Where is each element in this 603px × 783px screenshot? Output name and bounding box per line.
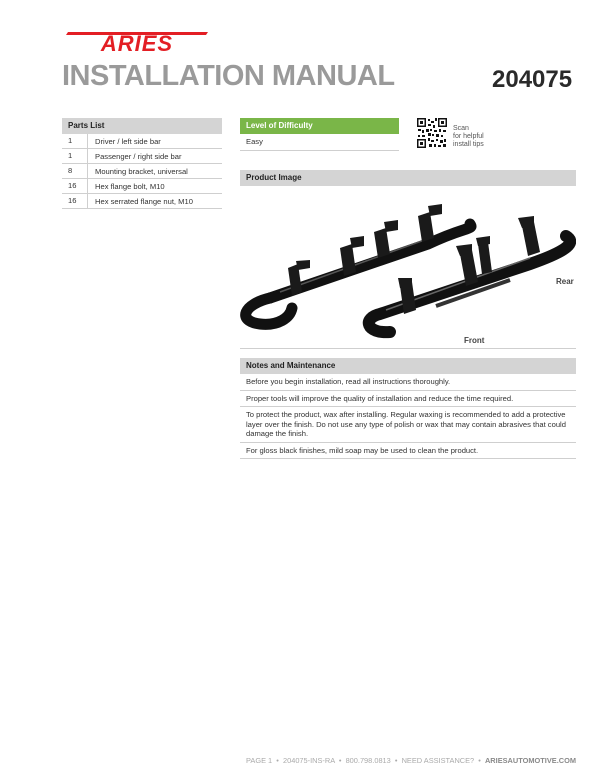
qr-code-icon[interactable] (416, 117, 448, 149)
parts-qty: 8 (62, 164, 88, 178)
footer-separator: • (478, 756, 481, 765)
parts-description: Mounting bracket, universal (95, 166, 188, 176)
website-link[interactable]: ARIESAUTOMOTIVE.COM (484, 756, 576, 765)
qr-caption (453, 125, 484, 149)
footer-page: PAGE 1 (246, 756, 273, 765)
table-row (62, 179, 222, 194)
footer-assist: NEED ASSISTANCE? (401, 756, 475, 765)
page-footer (200, 756, 576, 765)
difficulty-panel (240, 118, 399, 151)
parts-qty: 16 (62, 194, 88, 208)
list-item: Before you begin installation, read all instructions thoroughly. (240, 374, 576, 391)
list-item: Proper tools will improve the quality of installation and reduce the time required. (240, 391, 576, 408)
table-row (62, 149, 222, 164)
parts-qty: 1 (62, 149, 88, 163)
qr-caption-line: for helpful (453, 133, 484, 140)
side-bars-illustration (240, 186, 576, 348)
footer-separator: • (394, 756, 398, 765)
table-row (62, 194, 222, 209)
notes-section (240, 358, 576, 459)
qr-caption-line: Scan (453, 125, 469, 132)
parts-description: Driver / left side bar (95, 136, 161, 146)
parts-description: Passenger / right side bar (95, 151, 182, 161)
qr-caption-line: install tips (453, 141, 484, 148)
label-front: Front (464, 336, 485, 345)
difficulty-heading: Level of Difficulty (240, 118, 399, 134)
notes-heading: Notes and Maintenance (240, 358, 576, 374)
page-title: INSTALLATION MANUAL (62, 60, 395, 92)
footer-phone: 800.798.0813 (345, 756, 391, 765)
product-image-section (240, 170, 576, 349)
parts-description: Hex flange bolt, M10 (95, 181, 165, 191)
parts-list (62, 118, 222, 209)
product-image-heading: Product Image (240, 170, 576, 186)
parts-qty: 16 (62, 179, 88, 193)
footer-separator: • (276, 756, 279, 765)
table-row (62, 134, 222, 149)
label-rear: Rear (556, 277, 574, 286)
table-row (62, 164, 222, 179)
part-number: 204075 (492, 66, 573, 93)
parts-description: Hex serrated flange nut, M10 (95, 196, 193, 206)
difficulty-value: Easy (240, 134, 399, 151)
svg-text:ARIES: ARIES (100, 31, 174, 54)
footer-separator: • (338, 756, 342, 765)
parts-qty: 1 (62, 134, 88, 148)
product-image (240, 186, 576, 349)
list-item: To protect the product, wax after installing. Regular waxing is recommended to add a protective layer over the finish. Do not use any type of polish or wax that may contain abrasives that could damage the finish. (240, 407, 576, 443)
footer-doc-code: 204075-INS-RA (282, 756, 335, 765)
parts-list-heading: Parts List (62, 118, 222, 134)
aries-logo (62, 26, 212, 54)
list-item: For gloss black finishes, mild soap may be used to clean the product. (240, 443, 576, 460)
